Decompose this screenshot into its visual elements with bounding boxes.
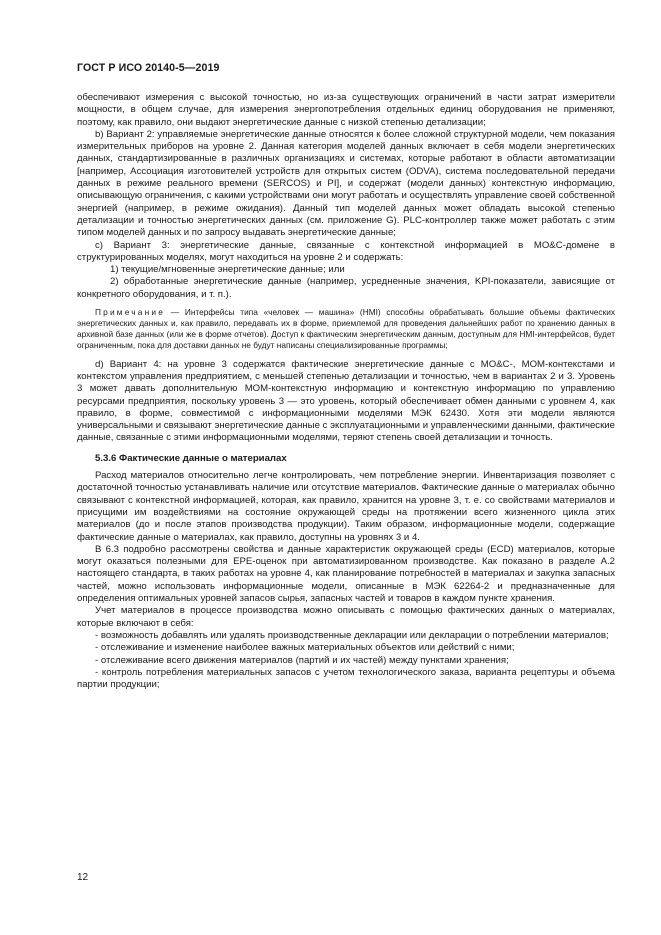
- list-item: - контроль потребления материальных запасов с учетом технологического заказа, варианта рецептуры и объема партии продукции;: [77, 666, 615, 691]
- page-number: 12: [77, 872, 89, 883]
- list-item: - возможность добавлять или удалять производственные декларации или декларации о потреблении материалов;: [95, 629, 609, 641]
- paragraph-materials-1: Расход материалов относительно легче контролировать, чем потребление энергии. Инвентаризация позволяет с достаточной точностью устанавливать наличие или отсутствие материалов. Фактические данные о материалах обычно связывают с контекстной информацией, которая, как правило, хранится на уровне 3, т. е. со свойствами материалов и присущими им воздействиями на состояние окружающей среды на протяжении всего жизненного цикла этих материалов (до и после этапов производства продукции). Таким образом, информационные модели, содержащие фактические данные о материалах, как правило, доступны на уровнях 3 и 4.: [77, 470, 615, 543]
- page-body: [77, 92, 615, 691]
- note-text: — Интерфейсы типа «человек — машина» (HMI) способны обрабатывать большие объемы фактических энергетических данных и, как правило, передавать их в форме, приемлемой для проведения дальнейших работ по хранению данных в архивной базе данных (или же в форме отчетов). Доступ к фактическим энергетическим данным, доступным для HMI-интерфейсов, будет ограниченным, пока для доставки данных не будут написаны специализированные программы;: [77, 307, 615, 350]
- list-item: - отслеживание и изменение наиболее важных материальных объектов или действий с ними;: [95, 642, 515, 654]
- paragraph-variant-3: c) Вариант 3: энергетические данные, связанные с контекстной информацией в MO&C-домене в структурированных моделях, могут находиться на уровне 2 и содержать:: [77, 239, 615, 263]
- document-header: ГОСТ Р ИСО 20140-5—2019: [77, 62, 220, 74]
- paragraph-materials-3: Учет материалов в процессе производства можно описывать с помощью фактических данных о материалах, которые включают в себя:: [77, 605, 615, 629]
- paragraph-continuation: обеспечивают измерения с высокой точностью, но из-за существующих ограничений в части затрат измерители мощности, в общем случае, для измерения энергопотребления отдельных единиц оборудования не применяют, поэтому, как правило, они выдают энергетические данные с низкой степенью детализации;: [77, 92, 615, 128]
- paragraph-variant-4: d) Вариант 4: на уровне 3 содержатся фактические энергетические данные с MO&C-, MOM-контекстами и контекстом управления предприятием, с меньшей степенью детализации и точностью, чем в вариантах 2 и 3. Уровень 3 может давать дополнительную MOM-контекстную информацию и контекстную информацию по управлению ресурсами предприятия, поскольку уровень 3 — это уровень, который обеспечивает обмен данными с уровнем 4, как правило, в форме, совместимой с информационными моделями МЭК 62430. Хотя эти модели являются универсальными и связывают энергетические данные с эксплуатационными и управленческими данными, фактические данные, связанные с этими информационными моделями, теряют степень своей детализации и точность.: [77, 358, 615, 444]
- sub-item-2: 2) обработанные энергетические данные (например, усредненные значения, KPI-показатели, зависящие от конкретного оборудования, и т. п.).: [77, 276, 615, 300]
- paragraph-materials-2: В 6.3 подробно рассмотрены свойства и данные характеристик окружающей среды (ECD) материалов, которые могут оказаться полезными для EPE-оценок при автоматизированном производстве. Как показано в разделе А.2 настоящего стандарта, в таких работах на уровне 4, как планирование потребностей в материалах и закупка запасных частей, можно использовать информационные модели, описанные в МЭК 62264-2 и предназначенные для определения оптимальных уровней запасов сырья, запасных частей и товаров в каждом пункте хранения.: [77, 543, 615, 605]
- paragraph-variant-2: b) Вариант 2: управляемые энергетические данные относятся к более сложной структурной модели, чем показания измерительных приборов на уровне 2. Данная категория моделей данных включает в себя модели энергетических данных, стандартизированные в различных организациях и системах, которые работают в области автоматизации [например, Ассоциация изготовителей устройств для открытых систем (ODVA), система последовательной передачи данных в режиме реального времени (SERCOS) и PI], и содержат (модели данных) контекстную информацию, описывающую ограничения, с какими устройствами они могут работать и осуществлять управление своей собственной энергией (например, в режиме ожидания). Данный тип моделей данных может обладать высокой степенью детализации и точностью энергетических данных (см. приложение G). PLC-контроллер также может работать с этим типом моделей данных и по запросу выдавать энергетические данные;: [77, 128, 615, 239]
- section-heading: 5.3.6 Фактические данные о материалах: [95, 452, 287, 464]
- list-item: - отслеживание всего движения материалов (партий и их частей) между пунктами хранения;: [95, 654, 509, 666]
- note: [77, 307, 615, 351]
- note-label: Примечание: [95, 307, 166, 318]
- sub-item-1: 1) текущие/мгновенные энергетические данные; или: [110, 264, 345, 276]
